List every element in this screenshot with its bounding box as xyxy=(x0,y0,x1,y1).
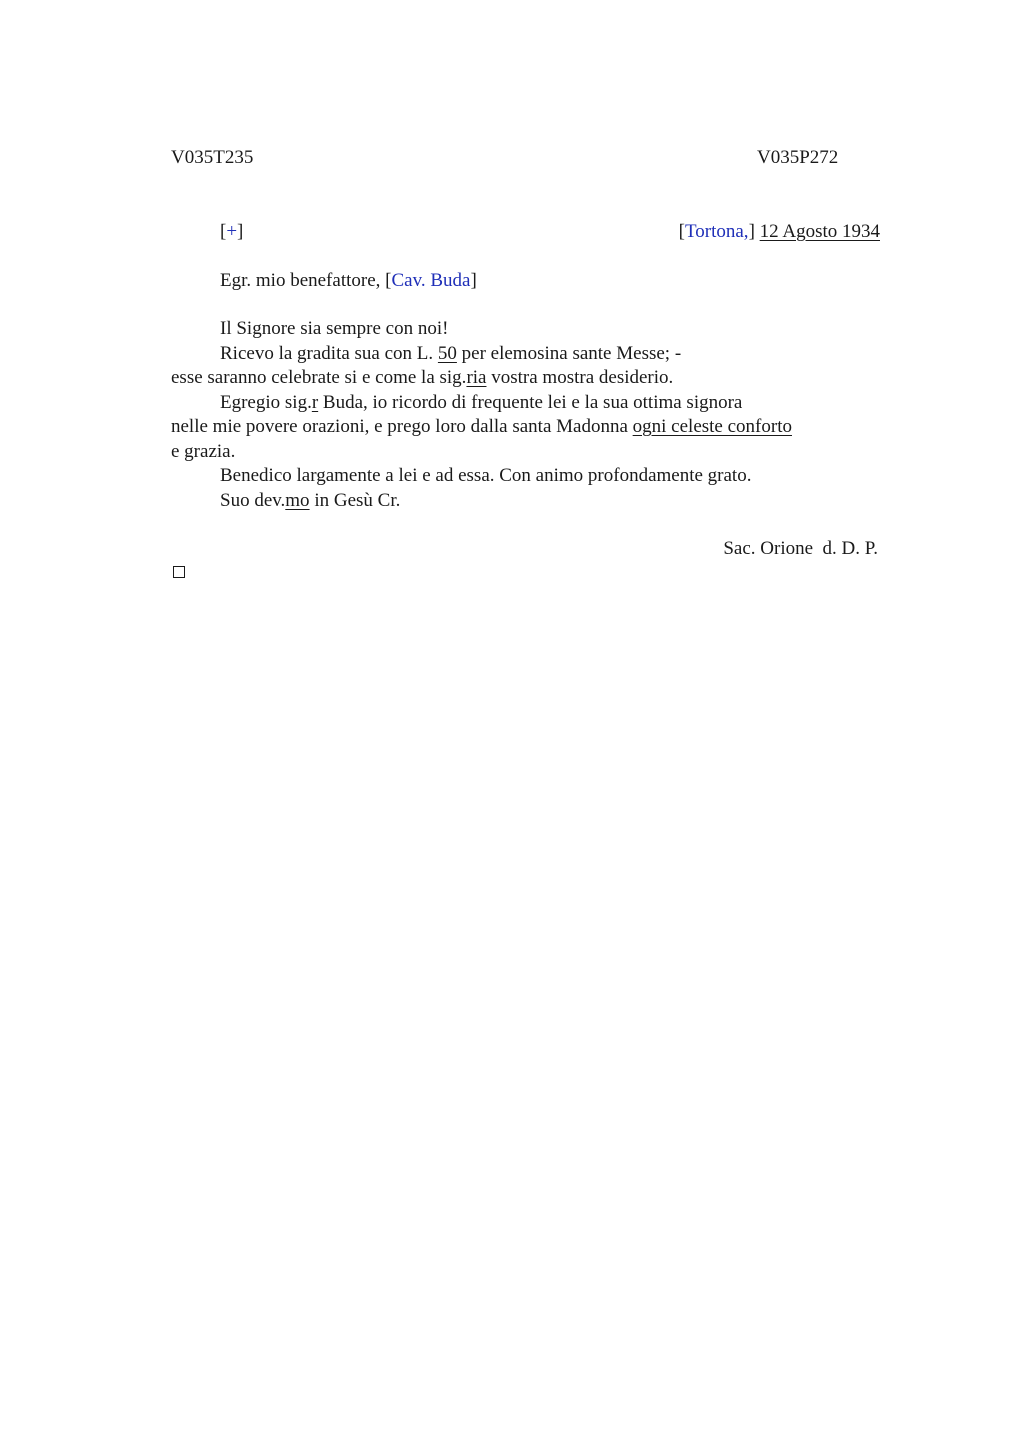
bracket: ] xyxy=(748,221,755,242)
text-run: Buda, io ricordo di frequente lei e la sua ottima signora xyxy=(318,392,743,413)
place-name: Tortona, xyxy=(684,221,749,242)
recipient-name: Cav. Buda xyxy=(391,270,471,291)
bracket: [ xyxy=(220,221,227,242)
text-run: in Gesù Cr. xyxy=(309,490,401,511)
text-run: vostra mostra desiderio. xyxy=(486,367,674,388)
body-line-1: Il Signore sia sempre con noi! xyxy=(220,318,449,339)
salutation-text: Egr. mio benefattore, xyxy=(220,270,386,291)
text-run: Ricevo la gradita sua con L. xyxy=(220,343,438,364)
body-line-6: e grazia. xyxy=(171,441,236,462)
body-line-7: Benedico largamente a lei e ad essa. Con animo profondamente grato. xyxy=(220,465,752,486)
text-run: per elemosina sante Messe; - xyxy=(456,343,682,364)
underlined-text: mo xyxy=(285,490,310,511)
body-line-5 xyxy=(171,415,792,439)
underlined-text: ogni celeste conforto xyxy=(632,416,792,437)
signature: Sac. Orione d. D. P. xyxy=(723,538,878,559)
bracket: [ xyxy=(678,221,685,242)
document-code-left: V035T235 xyxy=(171,147,254,168)
cross-mark xyxy=(220,220,243,244)
body-line-2 xyxy=(220,342,681,366)
underlined-text: r xyxy=(311,392,319,413)
text-run: Suo dev. xyxy=(220,490,286,511)
body-line-3 xyxy=(171,366,673,390)
letter-date: 12 Agosto 1934 xyxy=(759,221,880,242)
body-line-4 xyxy=(220,391,742,415)
document-code-right: V035P272 xyxy=(757,147,839,168)
underlined-text: ria xyxy=(466,367,487,388)
text-run: nelle mie povere orazioni, e prego loro dalla santa Madonna xyxy=(171,416,633,437)
text-run: Egregio sig. xyxy=(220,392,312,413)
underlined-text: 50 xyxy=(437,343,457,364)
salutation xyxy=(220,269,477,293)
checkbox-icon xyxy=(173,566,185,578)
place-date xyxy=(679,220,880,244)
body-line-8 xyxy=(220,489,400,513)
bracket: [ xyxy=(385,270,392,291)
cross-symbol: + xyxy=(226,221,238,242)
bracket: ] xyxy=(470,270,477,291)
text-run: esse saranno celebrate si e come la sig. xyxy=(171,367,467,388)
bracket: ] xyxy=(237,221,244,242)
